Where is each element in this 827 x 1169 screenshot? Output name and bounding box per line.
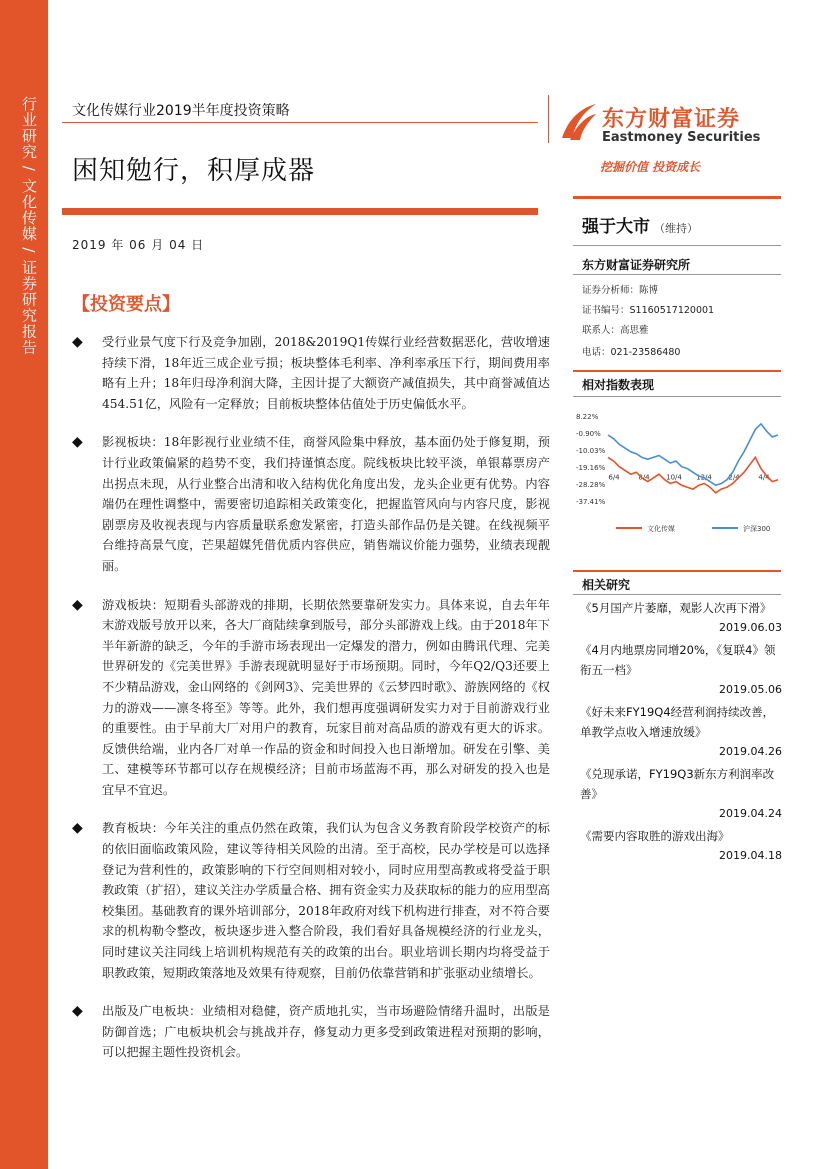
- research-title: 《好未来FY19Q4经营利润持续改善，单教学点收入增速放缓》: [580, 705, 775, 739]
- rating-bottom-rule: [573, 245, 781, 246]
- series-line-1: [608, 424, 778, 485]
- research-date: 2019.04.24: [719, 807, 782, 820]
- research-title: 《5月国产片萎靡，观影人次再下滑》: [580, 601, 772, 615]
- research-date: 2019.04.26: [719, 745, 782, 758]
- research-date: 2019.04.18: [719, 849, 782, 862]
- research-title: 《兑现承诺，FY19Q3新东方利润率改善》: [580, 767, 775, 801]
- institute-name: 东方财富证券研究所: [582, 258, 691, 272]
- bullet-item: [72, 1001, 550, 1063]
- y-tick-label: -0.90%: [576, 429, 601, 438]
- x-tick-label: 8/4: [638, 473, 650, 482]
- y-tick-label: 8.22%: [576, 413, 599, 421]
- diamond-bullet-icon: ◆: [72, 334, 83, 350]
- rating-note: （维持）: [654, 222, 698, 235]
- diamond-bullet-icon: ◆: [72, 820, 83, 837]
- chart-box-title: 相对指数表现: [582, 378, 655, 392]
- slogan: 挖掘价值 投资成长: [600, 160, 701, 174]
- list-item[interactable]: [580, 826, 784, 866]
- rating-top-rule: [573, 196, 781, 199]
- bullet-text: 游戏板块：短期看头部游戏的排期，长期依然要靠研发实力。具体来说，自去年年末游戏版号放开以来，各大厂商陆续拿到版号，部分头部游戏上线。由于2018年下半年新游的缺乏，今年的手游市场表现出一定爆发的潜力，例如由腾讯代理、完美世界研发的《完美世界》手游表现就明显好于市场预期。同时，今年Q2/Q3还要上不少精品游戏，金山网络的《剑网3》、完美世界的《云梦四时歌》、游族网络的《权力的游戏——凛冬将至》等等。此外，我们想再度强调研发实力对于目前游戏行业的重要性。由于早前大厂对用户的教育，玩家目前对高品质的游戏有更大的诉求。反馈供给端，业内各厂对单一作品的资金和时间投入也日渐增加。研发在引擎、美工、建模等环节都可以存在规模经济；目前市场蓝海不再，那么对研发的投入也是宜早不宜迟。: [102, 597, 550, 797]
- x-tick-label: 4/4: [758, 473, 770, 482]
- report-subtitle: 文化传媒行业2019半年度投资策略: [72, 103, 290, 119]
- x-tick-label: 12/4: [696, 473, 712, 482]
- industry-rating: [582, 212, 698, 237]
- research-title: 《4月内地票房同增20%，《复联4》领衔五一档》: [580, 643, 776, 677]
- x-tick-label: 6/4: [608, 473, 620, 482]
- y-tick-label: -37.41%: [576, 498, 606, 506]
- bullet-item: [72, 332, 550, 414]
- research-title: 《需要内容取胜的游戏出海》: [580, 829, 730, 843]
- institute-rule: [573, 274, 781, 275]
- bullet-text: 受行业景气度下行及竞争加剧，2018&2019Q1传媒行业经营数据恶化，营收增速持续下滑，18年近三成企业亏损；板块整体毛利率、净利率承压下行，期间费用率略有上升；18年归母净利润大降，主因计提了大额资产减值损失，其中商誉减值达454.51亿，风险有一定释放；目前板块整体估值处于历史偏低水平。: [102, 335, 550, 411]
- bullet-item: [72, 595, 550, 801]
- y-tick-label: -19.16%: [576, 464, 606, 473]
- bullet-item: [72, 818, 550, 983]
- bullet-item: [72, 432, 550, 576]
- list-item[interactable]: [580, 702, 784, 762]
- y-tick-label: -10.03%: [576, 446, 606, 455]
- contact-person: 联系人：高思雅: [582, 325, 649, 336]
- company-logo: [558, 100, 768, 150]
- list-item[interactable]: [580, 640, 784, 700]
- bullet-text: 教育板块：今年关注的重点仍然在政策，我们认为包含义务教育阶段学校资产的标的依旧面临政策风险，建议等待相关风险的出清。至于高校，民办学校是可以选择登记为营利性的，政策影响的下行空间则相对较小，同时应用型高教或将受益于职教政策（扩招），建议关注办学质量合格、拥有资金实力及获取标的能力的应用型高校集团。基础教育的课外培训部分，2018年政府对线下机构进行排查，对不符合要求的机构勒令整改，板块逐步进入整合阶段，我们看好具备规模经济的行业龙头，同时建议关注同线上培训机构规范有关的政策的出台。职业培训长期内均将受益于职教政策，短期政策落地及效果有待观察，目前仍依靠营销和扩张驱动业绩增长。: [102, 821, 550, 980]
- header-vertical-divider: [548, 95, 549, 143]
- section-heading: 【投资要点】: [72, 294, 180, 315]
- research-box-divider: [573, 594, 781, 595]
- rating-label: 强于大市: [582, 217, 650, 237]
- title-bar: [62, 208, 538, 215]
- logo-english-name: Eastmoney Securities: [602, 130, 761, 145]
- sidebar-label: 行业研究 / 文化传媒 / 证券研究报告: [20, 96, 38, 356]
- logo-chinese-name: 东方财富证券: [602, 107, 741, 132]
- research-box-title: 相关研究: [582, 578, 631, 592]
- diamond-bullet-icon: ◆: [72, 596, 83, 613]
- analyst-cert: 证书编号：S1160517120001: [582, 305, 715, 316]
- x-tick-label: 10/4: [666, 473, 682, 482]
- related-research-list: [580, 598, 784, 868]
- bullet-text: 影视板块：18年影视行业业绩不佳，商誉风险集中释放，基本面仍处于修复期，预计行业政策偏紧的趋势不变，我们持谨慎态度。院线板块比较平淡，单银幕票房产出拐点未现，从行业整合出清和收入结构优化角度出发，龙头企业更有优势。内容端仍在理性调整中，需要密切追踪相关政策变化，把握监管风向与内容尺度，影视剧票房及收视表现与内容质量联系愈发紧密，打造头部作品仍是关键。在线视频平台维持高景气度，芒果超媒凭借优质内容供应，销售端议价能力强势，业绩表现靓丽。: [102, 435, 550, 573]
- series-line-0: [608, 457, 778, 492]
- contact-phone: 电话：021-23586480: [582, 347, 681, 358]
- report-date: 2019 年 06 月 04 日: [72, 238, 205, 252]
- diamond-bullet-icon: ◆: [72, 1003, 83, 1020]
- research-date: 2019.05.06: [719, 683, 782, 696]
- logo-swoosh-icon: [558, 100, 598, 144]
- chart-box-top-rule: [573, 370, 781, 372]
- research-date: 2019.06.03: [719, 621, 782, 634]
- list-item[interactable]: [580, 764, 784, 824]
- side-band: [0, 0, 48, 1169]
- bullet-list: [72, 332, 550, 1081]
- relative-index-chart: [574, 406, 784, 541]
- bullet-text: 出版及广电板块：业绩相对稳健，资产质地扎实，当市场避险情绪升温时，出版是防御首选；广电板块机会与挑战并存，修复动力更多受到政策进程对预期的影响，可以把握主题性投资机会。: [102, 1004, 550, 1060]
- header-divider: [62, 122, 538, 123]
- legend-label: 文化传媒: [647, 525, 675, 533]
- x-tick-label: 2/4: [728, 473, 740, 482]
- page-title: 困知勉行，积厚成器: [72, 156, 316, 186]
- analyst-name: 证券分析师：陈博: [582, 285, 659, 296]
- chart-box-divider: [573, 396, 781, 397]
- y-tick-label: -28.28%: [576, 480, 606, 489]
- diamond-bullet-icon: ◆: [72, 434, 83, 451]
- list-item[interactable]: [580, 598, 784, 638]
- research-box-top-rule: [573, 570, 781, 572]
- legend-label: 沪深300: [743, 525, 771, 533]
